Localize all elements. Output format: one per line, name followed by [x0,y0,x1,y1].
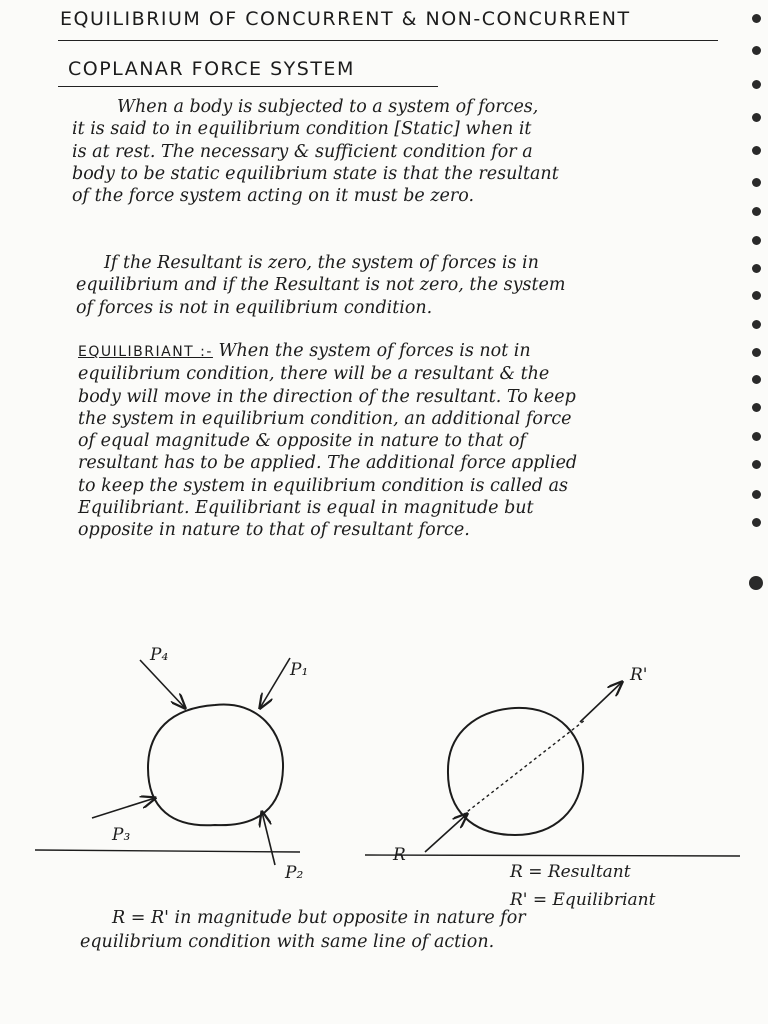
binding-hole [752,348,761,357]
force-arrow-r [425,814,467,852]
legend-resultant: R = Resultant [510,862,631,882]
binding-hole [752,14,761,23]
text-line [78,340,577,363]
text-line: body will move in the direction of the resultant. To keep [78,386,576,407]
label-p2: P₂ [285,863,304,883]
text-line: resultant has to be applied. The additional force applied [78,453,578,474]
force-diagrams [0,620,740,900]
body-circle-right [448,708,583,835]
binding-hole [752,46,761,55]
text-line: is at rest. The necessary & sufficient condition for a [72,141,533,162]
paragraph-resultant [76,252,565,319]
force-arrow-p2 [262,812,275,865]
text-line: to keep the system in equilibrium condition is called as [78,475,568,496]
equilibriant-heading: EQUILIBRIANT :- [78,344,213,360]
binding-hole [752,178,761,187]
text-line: of the force system acting on it must be zero. [72,186,475,207]
binding-hole [752,432,761,441]
text-line: R = R' in magnitude but opposite in nature for [112,908,526,928]
label-p3: P₃ [112,825,131,845]
text-line: body to be static equilibrium state is that the resultant [72,163,559,184]
binding-hole [752,320,761,329]
binding-hole [752,113,761,122]
paragraph-equilibriant [78,340,577,542]
ground-line-left [35,850,300,852]
label-p1: P₁ [290,660,309,680]
binding-hole [752,264,761,273]
body-circle-left [148,704,283,825]
paragraph-equilibrium-definition [72,96,559,207]
label-r: R [393,845,406,865]
ground-line-right [365,855,740,856]
label-r-prime: R' [630,665,648,685]
text-line: equilibrium condition, there will be a resultant & the [78,364,550,385]
binding-hole [752,460,761,469]
force-arrow-p4 [140,660,185,708]
binding-hole [752,403,761,412]
binding-hole [752,291,761,300]
spiral-binding [738,0,768,1024]
text-fragment: When the system of forces is not in [218,341,531,361]
binding-hole [752,207,761,216]
text-line: the system in equilibrium condition, an additional force [78,408,572,429]
force-arrow-p1 [260,658,290,708]
text-line: When a body is subjected to a system of forces, [117,97,539,117]
label-p4: P₄ [150,645,169,665]
binding-hole [752,236,761,245]
text-line: opposite in nature to that of resultant force. [78,520,470,541]
resultant-line-of-action [463,720,585,815]
page-subtitle: COPLANAR FORCE SYSTEM [68,58,355,80]
binding-hole [752,518,761,527]
page-title: EQUILIBRIUM OF CONCURRENT & NON-CONCURRENT [60,8,631,30]
conclusion-note [80,906,526,954]
text-line: equilibrium and if the Resultant is not zero, the system [76,275,566,296]
text-line: it is said to in equilibrium condition [Static] when it [72,119,532,140]
binding-hole [749,576,763,590]
binding-hole [752,490,761,499]
text-line: of forces is not in equilibrium condition. [76,297,433,318]
binding-hole [752,375,761,384]
force-arrow-p3 [92,798,155,818]
legend-equilibriant: R' = Equilibriant [510,890,656,910]
text-line: of equal magnitude & opposite in nature to that of [78,431,526,452]
text-line: Equilibriant. Equilibriant is equal in magnitude but [78,498,534,519]
binding-hole [752,146,761,155]
binding-hole [752,80,761,89]
subtitle-underline [58,86,438,87]
title-underline [58,40,718,41]
force-arrow-r-prime [580,682,622,722]
text-line: equilibrium condition with same line of action. [80,932,495,952]
text-line: If the Resultant is zero, the system of forces is in [104,253,539,273]
